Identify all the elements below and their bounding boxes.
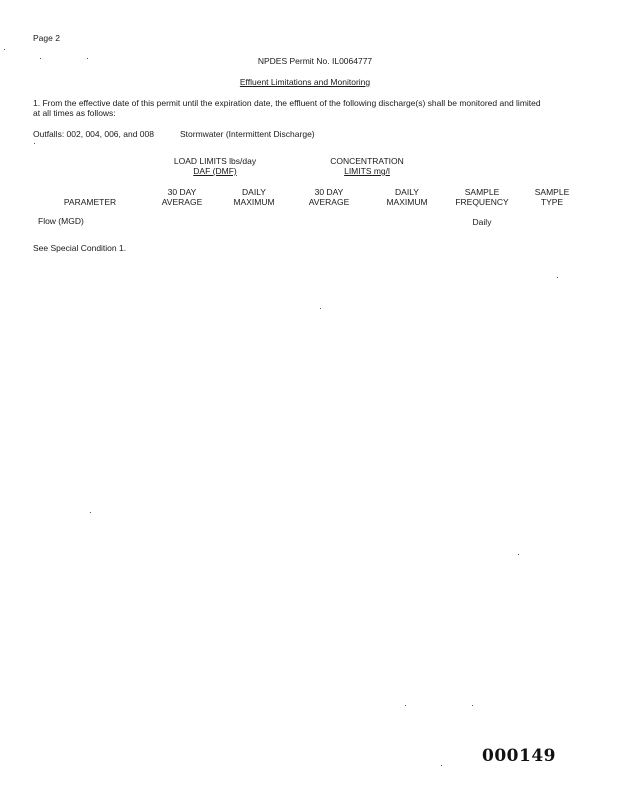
table-row-parameter: Flow (MGD) [38, 216, 84, 226]
column-header-load-daily: DAILY [242, 187, 266, 197]
intro-line-1: 1. From the effective date of this permit until the expiration date, the effluent of the following discharge(s) shall be monitored and limited [33, 98, 541, 108]
scan-speck [34, 143, 35, 144]
special-condition-note: See Special Condition 1. [33, 243, 127, 253]
scan-speck [518, 554, 519, 555]
load-limits-subheading: DAF (DMF) [193, 166, 237, 176]
bates-number: 000149 [482, 746, 556, 766]
scan-speck [87, 58, 88, 59]
scan-speck [472, 705, 473, 706]
scan-speck [40, 58, 41, 59]
section-title: Effluent Limitations and Monitoring [239, 77, 371, 87]
column-header-load-daily-sub: MAXIMUM [233, 197, 275, 207]
scan-speck [90, 512, 91, 513]
load-limits-heading: LOAD LIMITS lbs/day [173, 156, 257, 166]
column-header-conc-30day-sub: AVERAGE [308, 197, 350, 207]
page-label: Page 2 [33, 33, 60, 43]
column-header-load-30day: 30 DAY [167, 187, 197, 197]
column-header-conc-daily-sub: MAXIMUM [386, 197, 428, 207]
column-header-load-30day-sub: AVERAGE [161, 197, 203, 207]
scan-speck [4, 49, 5, 50]
column-header-sample-frequency-sub: FREQUENCY [455, 197, 509, 207]
scan-speck [320, 308, 321, 309]
column-header-sample-frequency: SAMPLE [464, 187, 500, 197]
concentration-subheading: LIMITS mg/l [344, 166, 390, 176]
permit-number: NPDES Permit No. IL0064777 [257, 56, 373, 66]
table-row-frequency: Daily [472, 217, 492, 227]
column-header-sample-type-sub: TYPE [540, 197, 564, 207]
column-header-sample-type: SAMPLE [534, 187, 570, 197]
discharge-type: Stormwater (Intermittent Discharge) [180, 129, 315, 139]
intro-line-2: at all times as follows: [33, 108, 116, 118]
outfalls-label: Outfalls: 002, 004, 006, and 008 [33, 129, 154, 139]
scan-speck [405, 705, 406, 706]
column-header-conc-30day: 30 DAY [314, 187, 344, 197]
scan-speck [557, 277, 558, 278]
column-header-parameter: PARAMETER [63, 197, 117, 207]
concentration-heading: CONCENTRATION [330, 156, 404, 166]
scan-speck [441, 765, 442, 766]
column-header-conc-daily: DAILY [395, 187, 419, 197]
